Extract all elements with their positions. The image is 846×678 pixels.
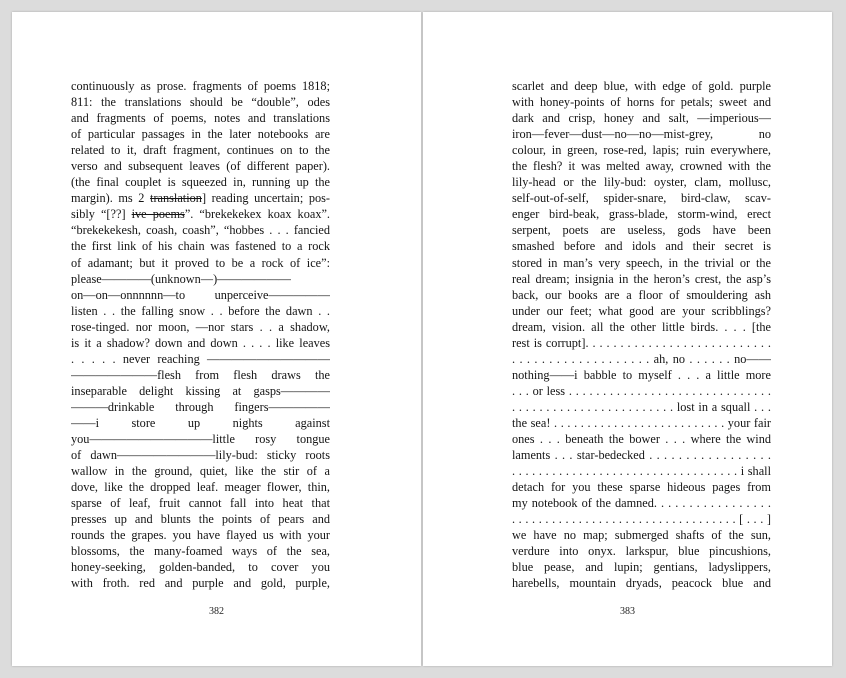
text-line: we have no map; submerged shafts of the sun,: [512, 528, 771, 543]
text-line: smashed before and idols and their secret is: [512, 239, 771, 254]
text-line: lily-head or the lily-bud: oyster, clam, mollusc,: [512, 175, 771, 190]
text-line: of dawn————————lily-bud: sticky roots: [71, 448, 330, 463]
text-line: of adamant; but it proved to be a rock of ice”:: [71, 255, 330, 270]
text-line: blossoms, the many-foamed ways of the sea,: [71, 544, 330, 559]
text-line: wallow in the ground, quiet, like the stir of a: [71, 464, 330, 479]
text-line: back, our books are a floor of smouldering ash: [512, 287, 771, 302]
text-line: rest is corrupt]. . . . . . . . . . . . . . . . . . . . . . . . . . .: [512, 335, 771, 350]
text-line: . . . . . . . . . . . . . . . . . . . . . . . . . . . . . . . . . . i shall: [512, 464, 771, 479]
text-line: self-out-of-self, spider-snare, bird-claw, scav-: [512, 191, 771, 206]
text-line: ——i store up nights against: [71, 415, 330, 430]
text-line: nothing——i babble to myself . . . a little more: [512, 367, 771, 382]
text-line: (the final couplet is squeezed in, running up the: [71, 175, 330, 190]
text-line: the flesh? it was melted away, crowned with the: [512, 159, 771, 174]
text-line: dove, like the dropped leaf. meager flower, thin,: [71, 480, 330, 495]
text-line: colour, in green, rose-red, lapis; ruin everywhere,: [512, 143, 771, 158]
struck-text: ive poems: [131, 207, 185, 222]
text-line: laments . . . star-bedecked . . . . . . . . . . . . . . . . .: [512, 448, 771, 463]
text-line: . . . . . . . . . . . . . . . . . . . . . . . . . . . . . . . . . . [ . . . ]: [512, 512, 771, 527]
text-line: . . . or less . . . . . . . . . . . . . . . . . . . . . . . . . . . . . .: [512, 383, 771, 398]
text-line: rounds the grapes. you have flayed us with your: [71, 528, 330, 543]
text-line: . . . . . . . . . . . . . . . . . . . . . . . . lost in a squall . . .: [512, 399, 771, 414]
text-line: detach for you these sparse hideous pages from: [512, 480, 771, 495]
text-line: presses up and blunts the points of pears and: [71, 512, 330, 527]
page-number: 382: [209, 606, 224, 617]
text-line: “brekekekesh, coash, coash”, “hobbes . . . fancied: [71, 223, 330, 238]
text-line: enger bird-beak, grass-blade, storm-wind, erect: [512, 207, 771, 222]
text-line: ones . . . beneath the bower . . . where the wind: [512, 432, 771, 447]
text-line: ———————flesh from flesh draws the: [71, 367, 330, 382]
text-line: the sea! . . . . . . . . . . . . . . . . . . . . . . . . . . your fair: [512, 415, 771, 430]
text-line: inseparable delight kissing at gasps————: [71, 383, 330, 398]
text-line: with froth. red and purple and gold, purple,: [71, 576, 330, 591]
right-page: [423, 12, 832, 666]
struck-text: translation: [150, 191, 202, 206]
text-line: serpent, poets are useless, gods have been: [512, 223, 771, 238]
text-line: honey-seeking, golden-banded, to cover you: [71, 560, 330, 575]
text-line: margin). ms 2 translation] reading uncertain; pos-: [71, 191, 330, 206]
page-number: 383: [620, 606, 635, 617]
text-line: blue pease, and lupin; gentians, ladyslippers,: [512, 560, 771, 575]
text-line: verso and subsequent leaves (of different paper).: [71, 159, 330, 174]
text-line: . . . . . . . . . . . . . . . . . . . ah, no . . . . . . no——: [512, 351, 771, 366]
text-line: real dream; insignia in the heron’s crest, the asp’s: [512, 271, 771, 286]
text-line: is it a shadow? down and down . . . . like leaves: [71, 335, 330, 350]
left-page: [12, 12, 421, 666]
text-line: my notebook of the damned. . . . . . . . . . . . . . . . .: [512, 496, 771, 511]
text-line: listen . . the falling snow . . before the dawn . .: [71, 303, 330, 318]
text-line: of particular passages in the later notebooks are: [71, 127, 330, 142]
text-line: please————(unknown—)——————: [71, 271, 291, 286]
text-line: and fragments of poems, notes and translations: [71, 111, 330, 126]
text-line: dream, vision. all the other little birds. . . . [the: [512, 319, 771, 334]
text-line: verdure into onyx. larkspur, blue pincushions,: [512, 544, 771, 559]
text-line: harebells, mountain dryads, peacock blue and: [512, 576, 771, 591]
text-line: sparse of leaf, fruit cannot fall into heat that: [71, 496, 330, 511]
text-line: under our feet; what good are your scribblings?: [512, 303, 771, 318]
text-line: ———drinkable through fingers—————: [71, 399, 330, 414]
text-line: . . . . . never reaching ——————————: [71, 351, 330, 366]
text-line: you——————————little rosy tongue: [71, 432, 330, 447]
text-line: iron—fever—dust—no—no—mist-grey, no: [512, 127, 771, 142]
text-line: dark and crisp, honey and salt, —imperious—: [512, 111, 771, 126]
right-page-text: [512, 78, 771, 592]
text-line: rose-tinged. nor moon, —nor stars . . a shadow,: [71, 319, 330, 334]
text-line: scarlet and deep blue, with edge of gold. purple: [512, 79, 771, 93]
left-page-text: [71, 78, 330, 592]
text-line: the first link of his chain was fastened to a rock: [71, 239, 330, 254]
text-line: 811: the translations should be “double”, odes: [71, 95, 330, 110]
text-line: continuously as prose. fragments of poems 1818;: [71, 79, 330, 93]
text-line: on—on—onnnnnn—to unperceive—————: [71, 287, 330, 302]
text-line: sibly “[??] ive poems”. “brekekekex koax koax”.: [71, 207, 330, 222]
text-line: stored in man’s very speech, in the trivial or the: [512, 255, 771, 270]
text-line: with honey-points of horns for petals; sweet and: [512, 95, 771, 110]
text-line: related to it, draft fragment, continues on to the: [71, 143, 330, 158]
